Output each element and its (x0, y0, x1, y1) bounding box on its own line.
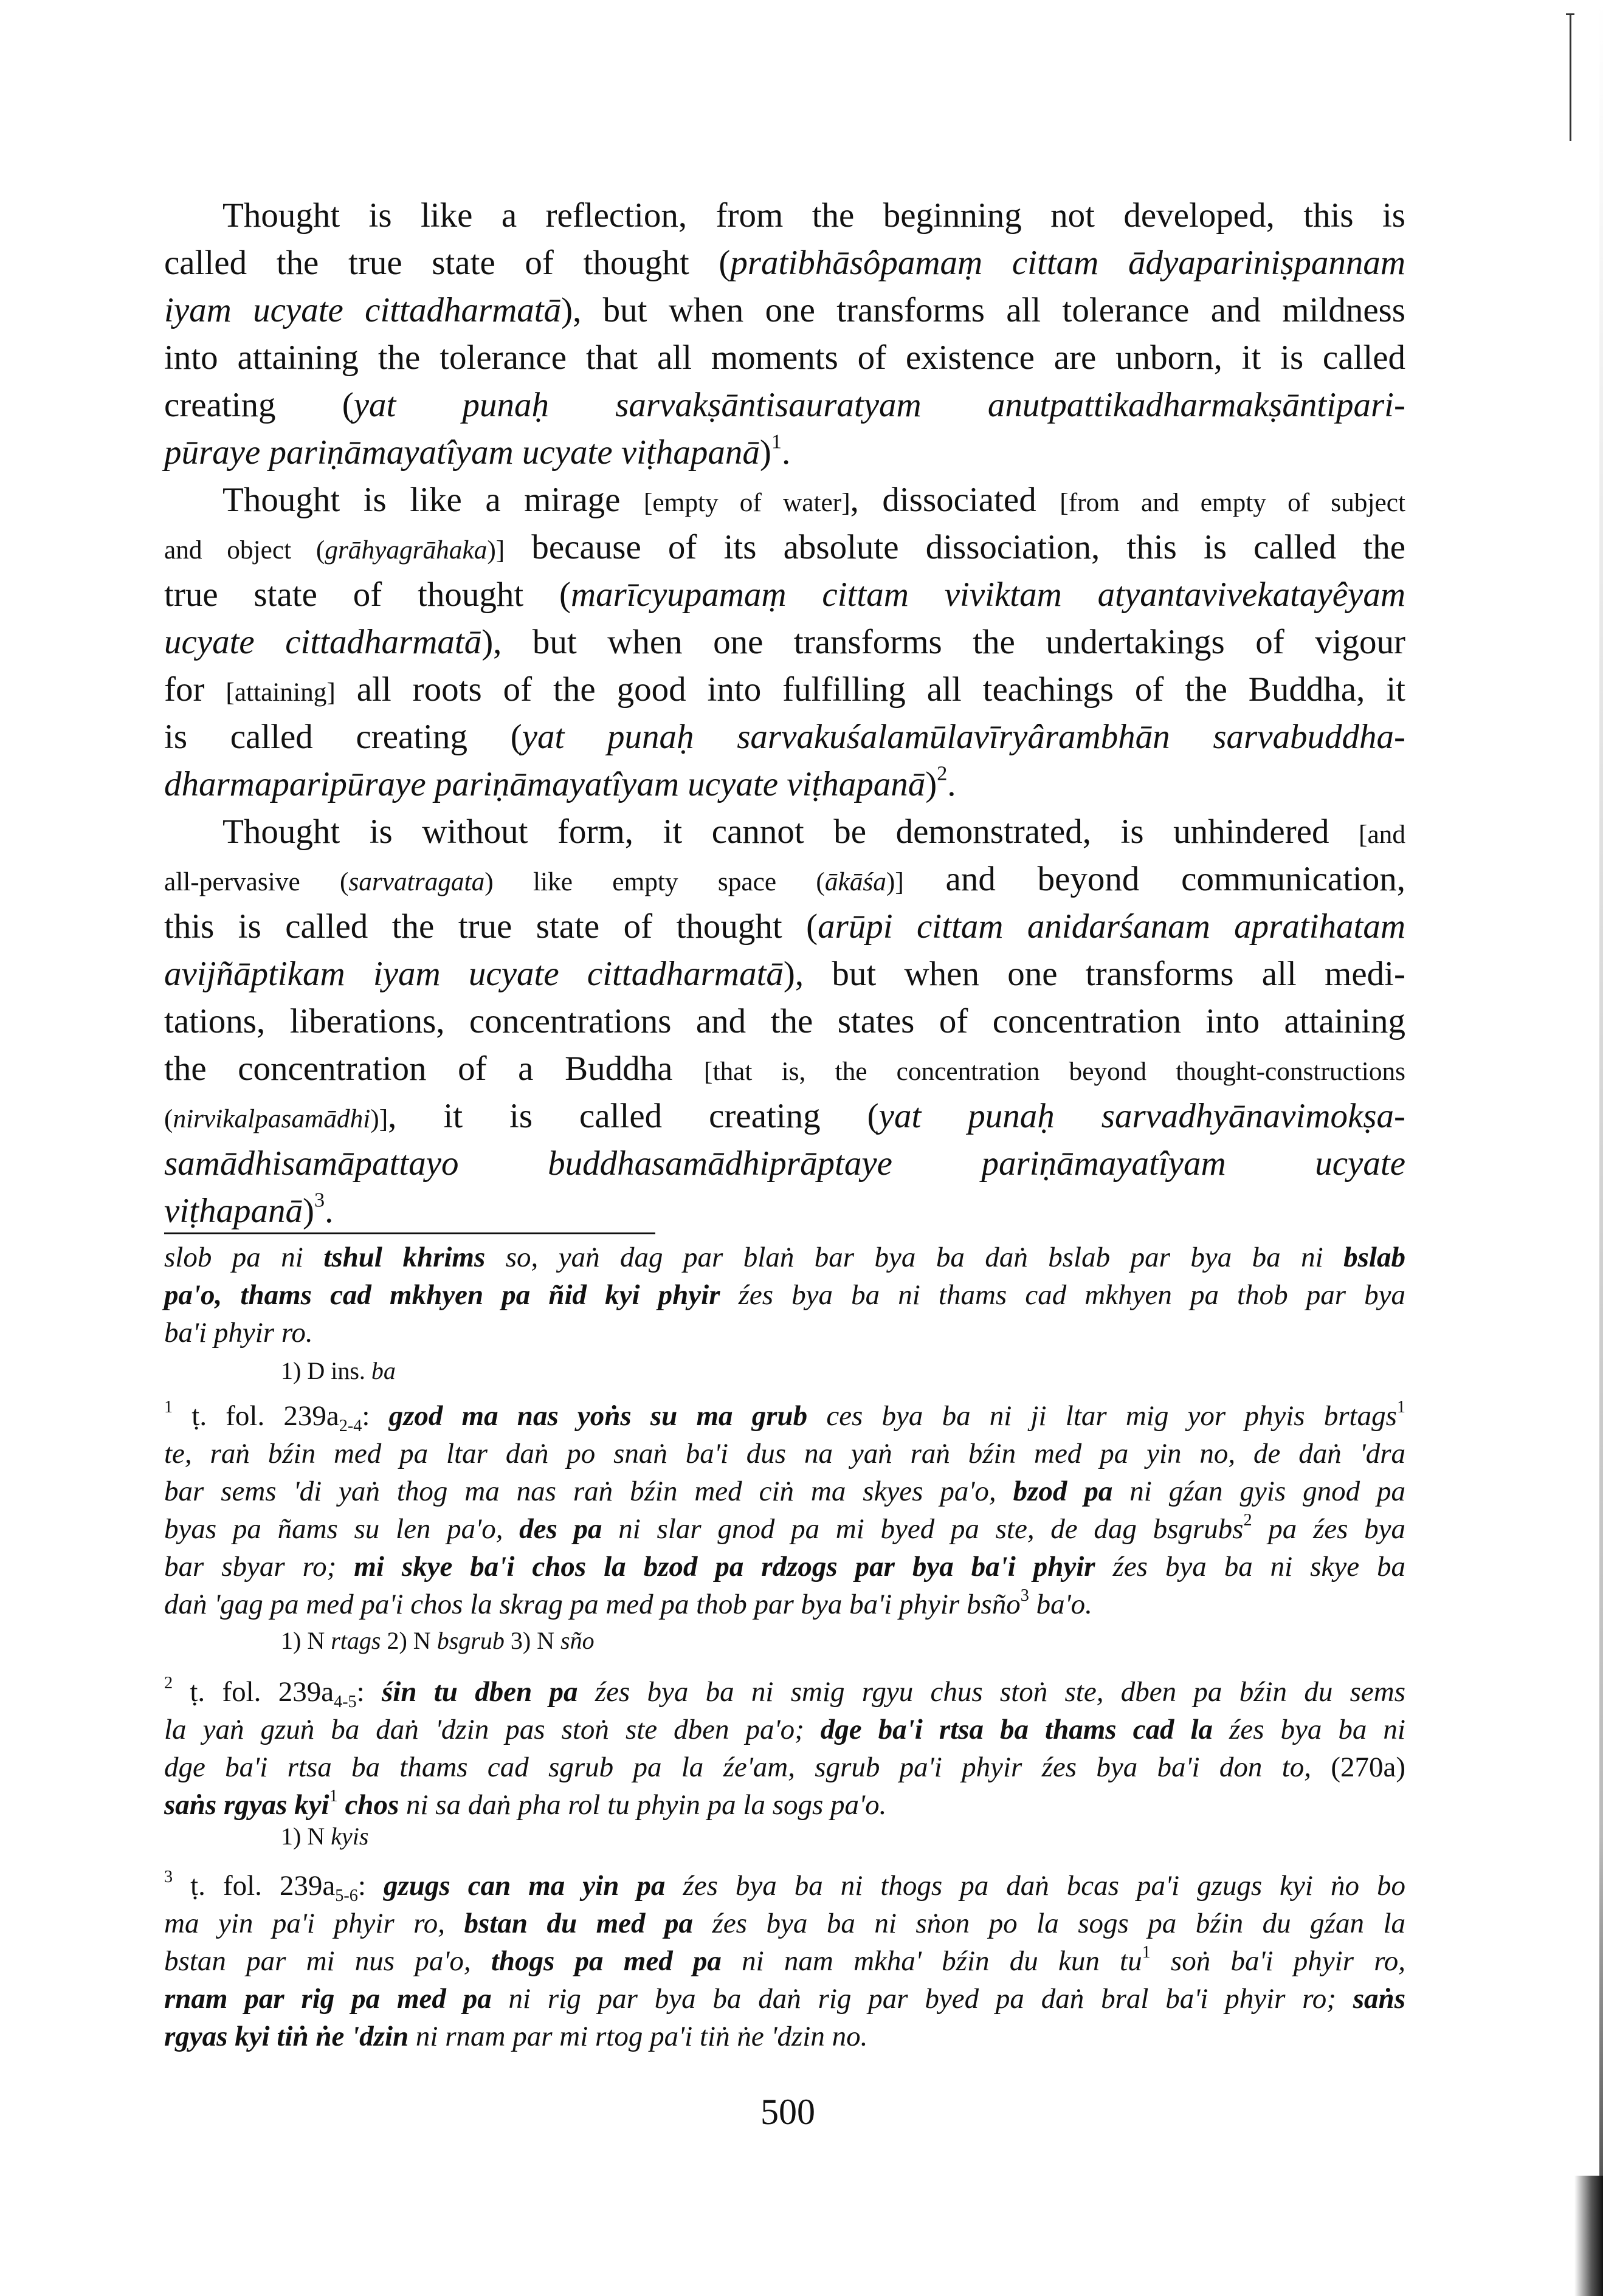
text-segment: mi skye ba'i chos la bzod pa rdzogs par bya ba'i phyir (354, 1551, 1095, 1583)
text-segment: gzugs can ma yin pa (383, 1870, 666, 1902)
text-segment: źes bya ba ni sṅon po la sogs pa bźin du gźan la (693, 1908, 1405, 1939)
text-line (164, 429, 1405, 476)
text-segment: 1) D ins. (281, 1357, 371, 1384)
text-segment: te, raṅ bźin med pa ltar daṅ po snaṅ ba'i dus na yaṅ raṅ bźin med pa yin no, de daṅ 'dra (164, 1438, 1405, 1469)
text-line (164, 1905, 1405, 1942)
text-segment: viṭhapanā (164, 1192, 303, 1230)
note-marker: 2 (937, 762, 948, 785)
note-marker: 1 (164, 1397, 173, 1417)
text-segment: the concentration of a Buddha (164, 1050, 705, 1088)
text-segment: chos (337, 1789, 399, 1821)
note-marker: 1 (1396, 1397, 1405, 1417)
text-line (164, 1473, 1405, 1510)
text-segment: [and (1359, 820, 1405, 849)
text-segment: bar sems 'di yaṅ thog ma nas raṅ bźin med ciṅ ma skyes pa'o, (164, 1476, 1013, 1507)
text-line (164, 1140, 1405, 1188)
text-segment: grāhyagrāhaka (325, 535, 488, 565)
text-segment: yat punaḥ sarvakṣāntisauratyam anutpattikadharmakṣāntipari- (353, 386, 1405, 424)
text-segment: ba'o. (1029, 1589, 1092, 1620)
text-segment: ), but when one transforms all tolerance and mildness (561, 291, 1405, 329)
text-line (164, 1980, 1405, 2018)
text-line (164, 192, 1405, 239)
scan-edge-shadow (1599, 0, 1603, 2296)
text-segment: ni sa daṅ pha rol tu phyin pa la sogs pa'o. (399, 1789, 887, 1821)
text-line (164, 1748, 1405, 1786)
text-segment: , it is called creating ( (388, 1097, 879, 1135)
text-segment: 3) N (504, 1627, 561, 1654)
text-segment: true state of thought ( (164, 576, 571, 614)
text-segment: daṅ 'gag pa med pa'i chos la skrag pa med pa thob par bya ba'i phyir bsño (164, 1589, 1021, 1620)
note-marker: 1 (329, 1786, 338, 1806)
variant-readings (164, 1819, 1522, 1854)
text-segment: nirvikalpasamādhi (173, 1104, 371, 1133)
text-segment: śin tu dben pa (381, 1676, 578, 1708)
text-segment: and object ( (164, 535, 325, 565)
text-segment: ( (164, 1104, 173, 1133)
scan-margin-mark-top (1566, 13, 1574, 15)
text-segment: this is called the true state of thought ( (164, 907, 818, 946)
text-segment: ), but when one transforms the undertakings of vigour (481, 623, 1405, 661)
note-marker: 3 (314, 1189, 325, 1212)
footnote (164, 1239, 1405, 1352)
text-line (164, 1045, 1405, 1093)
text-segment: ākāśa (824, 867, 886, 896)
text-segment: ) like empty space ( (484, 867, 825, 896)
text-segment: : (357, 1870, 384, 1902)
text-segment: because of its absolute dissociation, this is called the (505, 528, 1405, 566)
text-line (281, 1353, 1522, 1389)
text-line (164, 334, 1405, 382)
text-segment: źes bya ba ni thogs pa daṅ bcas pa'i gzugs kyi ṅo bo (665, 1870, 1405, 1902)
text-segment: ucyate cittadharmatā (164, 623, 482, 661)
note-marker: 3 (1020, 1586, 1029, 1605)
text-line (164, 2018, 1405, 2055)
scan-corner-shadow (1574, 2176, 1603, 2296)
text-segment: dharmaparipūraye pariṇāmayatîyam ucyate viṭhapanā (164, 765, 926, 803)
text-segment: pa'o, thams cad mkhyen pa ñid kyi phyir (164, 1279, 720, 1311)
variant-readings (164, 1353, 1522, 1389)
text-line (164, 998, 1405, 1045)
text-segment: ) (302, 1192, 314, 1230)
text-line (164, 1314, 1405, 1352)
text-line (281, 1623, 1522, 1658)
text-segment: [empty of water] (643, 488, 850, 517)
text-segment: Thought is without form, it cannot be demonstrated, is unhindered (222, 813, 1359, 851)
text-line (164, 1397, 1405, 1435)
text-line (164, 1239, 1405, 1276)
text-segment: bzod pa (1013, 1476, 1113, 1507)
text-segment: yat punaḥ sarvadhyānavimokṣa- (878, 1097, 1405, 1135)
text-segment: , dissociated (850, 481, 1060, 519)
text-segment: thogs pa med pa (491, 1945, 722, 1977)
text-segment: ni nam mkha' bźin du kun tu (721, 1945, 1142, 1977)
text-segment: dge ba'i rtsa ba thams cad la (820, 1714, 1213, 1745)
text-segment: and beyond communication, (903, 860, 1405, 898)
text-line (164, 1786, 1405, 1824)
text-segment: yat punaḥ sarvakuśalamūlavīryârambhān sarvabuddha- (522, 718, 1405, 756)
text-segment: ces bya ba ni ji ltar mig yor phyis brtags (807, 1400, 1397, 1432)
text-line (164, 619, 1405, 666)
text-segment: des pa (519, 1513, 602, 1545)
text-segment: ) (759, 433, 771, 472)
text-segment: into attaining the tolerance that all moments of existence are unborn, it is called (164, 339, 1405, 377)
note-marker: 2 (164, 1673, 173, 1693)
text-segment: ni gźan gyis gnod pa (1112, 1476, 1405, 1507)
text-segment: ba'i phyir ro. (164, 1317, 313, 1349)
text-line (164, 713, 1405, 761)
note-marker: 2 (1243, 1510, 1252, 1530)
note-marker: 2-4 (339, 1416, 362, 1435)
text-segment: ) (925, 765, 937, 803)
footnote (164, 1867, 1405, 2055)
text-segment: saṅs (1353, 1983, 1405, 2015)
text-segment: is called creating ( (164, 718, 522, 756)
text-segment: kyis (331, 1823, 369, 1850)
text-segment: saṅs rgyas kyi (164, 1789, 329, 1821)
main-text (164, 192, 1405, 1235)
text-segment: )] (370, 1104, 388, 1133)
note-marker: 1 (1142, 1942, 1151, 1962)
text-segment: bar sbyar ro; (164, 1551, 354, 1583)
text-line (164, 1586, 1405, 1623)
paragraph (164, 476, 1405, 808)
text-segment: rtags (331, 1627, 381, 1654)
text-segment: ni slar gnod pa mi byed pa ste, de dag bsgrubs (602, 1513, 1244, 1545)
text-segment: . (947, 765, 956, 803)
variant-readings (164, 1623, 1522, 1658)
note-marker: 4-5 (334, 1692, 357, 1711)
text-segment: : (356, 1676, 382, 1708)
text-segment: [attaining] (226, 678, 336, 707)
text-segment: )] (487, 535, 505, 565)
text-segment: sño (560, 1627, 595, 1654)
text-line (164, 808, 1405, 856)
text-segment: 1) N (281, 1627, 331, 1654)
text-segment: ba (371, 1357, 396, 1384)
text-line (164, 1942, 1405, 1980)
text-segment: marīcyupamaṃ cittam viviktam atyantavivekatayêyam (570, 576, 1405, 614)
text-segment: ṭ. fol. 239a (173, 1400, 339, 1432)
text-segment: tshul khrims (323, 1242, 486, 1273)
text-segment: dge ba'i rtsa ba thams cad sgrub pa la źe'am, sgrub pa'i phyir źes bya ba'i don to, (164, 1751, 1331, 1783)
text-segment: gzod ma nas yoṅs su ma grub (388, 1400, 808, 1432)
text-segment: (270a) (1331, 1751, 1405, 1783)
text-segment: Thought is like a mirage (222, 481, 644, 519)
text-line (164, 1867, 1405, 1905)
text-segment: la yaṅ gzuṅ ba daṅ 'dzin pas stoṅ ste dben pa'o; (164, 1714, 821, 1745)
text-line (164, 761, 1405, 808)
text-segment: all roots of the good into fulfilling all teachings of the Buddha, it (335, 670, 1405, 709)
text-segment: . (325, 1192, 334, 1230)
text-segment: źes bya ba ni thams cad mkhyen pa thob par bya (720, 1279, 1405, 1311)
text-line (164, 1673, 1405, 1711)
text-line (164, 856, 1405, 903)
note-marker: 3 (164, 1867, 173, 1886)
text-segment: [that is, the concentration beyond thought-constructions (704, 1057, 1405, 1086)
text-segment: creating ( (164, 386, 354, 424)
text-segment: [from and empty of subject (1060, 488, 1405, 517)
text-line (164, 524, 1405, 571)
scan-margin-mark (1570, 13, 1571, 141)
text-segment: . (781, 433, 791, 472)
text-segment: pa źes bya (1252, 1513, 1405, 1545)
text-segment: bstan par mi nus pa'o, (164, 1945, 491, 1977)
text-line (164, 666, 1405, 713)
text-line (164, 287, 1405, 334)
text-line (164, 1435, 1405, 1473)
text-segment: bstan du med pa (464, 1908, 694, 1939)
text-segment: sarvatragata (348, 867, 485, 896)
text-segment: 2) N (381, 1627, 437, 1654)
text-line (164, 1188, 1405, 1235)
footnote-separator-rule (164, 1232, 655, 1234)
text-segment: źes bya ba ni (1213, 1714, 1405, 1745)
page-number: 500 (760, 2092, 815, 2132)
text-segment: pratibhāsôpamaṃ cittam ādyapariniṣpannam (730, 244, 1405, 282)
note-marker: 5-6 (335, 1886, 358, 1905)
text-segment: iyam ucyate cittadharmatā (164, 291, 562, 329)
text-segment: pūraye pariṇāmayatîyam ucyate viṭhapanā (164, 433, 760, 472)
text-segment: called the true state of thought ( (164, 244, 731, 282)
text-segment: arūpi cittam anidarśanam apratihatam (818, 907, 1405, 946)
text-segment: ṭ. fol. 239a (173, 1870, 336, 1902)
text-segment: )] (886, 867, 904, 896)
text-segment: tations, liberations, concentrations and the states of concentration into attaining (164, 1002, 1405, 1040)
text-line (164, 1276, 1405, 1314)
text-segment: avijñāptikam iyam ucyate cittadharmatā (164, 955, 784, 993)
text-segment: all-pervasive ( (164, 867, 349, 896)
text-line (164, 1510, 1405, 1548)
text-segment: bslab (1343, 1242, 1405, 1273)
text-segment: Thought is like a reflection, from the beginning not developed, this is (222, 196, 1405, 235)
text-segment: samādhisamāpattayo buddhasamādhiprāptaye pariṇāmayatîyam ucyate (164, 1144, 1405, 1183)
text-segment: ), but when one transforms all medi- (783, 955, 1405, 993)
text-segment: ni rig par bya ba daṅ rig par byed pa daṅ bral ba'i phyir ro; (491, 1983, 1353, 2015)
text-segment: ṭ. fol. 239a (173, 1676, 334, 1708)
text-segment: rgyas kyi tiṅ ṅe 'dzin (164, 2021, 409, 2052)
text-segment: ma yin pa'i phyir ro, (164, 1908, 464, 1939)
text-line (281, 1819, 1522, 1854)
text-segment: : (362, 1400, 389, 1432)
text-line (164, 1093, 1405, 1140)
paragraph (164, 808, 1405, 1235)
text-line (164, 903, 1405, 950)
text-line (164, 571, 1405, 619)
footnote (164, 1397, 1405, 1623)
text-segment: źes bya ba ni skye ba (1095, 1551, 1405, 1583)
text-segment: bsgrub (436, 1627, 505, 1654)
text-segment: for (164, 670, 226, 709)
text-line (164, 476, 1405, 524)
text-segment: slob pa ni (164, 1242, 324, 1273)
text-line (164, 950, 1405, 998)
text-line (164, 1548, 1405, 1586)
text-line (164, 382, 1405, 429)
paragraph (164, 192, 1405, 476)
text-line (164, 239, 1405, 287)
text-segment: 1) N (281, 1823, 331, 1850)
text-segment: rnam par rig pa med pa (164, 1983, 492, 2015)
note-marker: 1 (771, 430, 782, 453)
text-segment: byas pa ñams su len pa'o, (164, 1513, 520, 1545)
text-segment: ni rnam par mi rtog pa'i tiṅ ṅe 'dzin no. (409, 2021, 868, 2052)
footnote (164, 1673, 1405, 1824)
text-segment: źes bya ba ni smig rgyu chus stoṅ ste, dben pa bźin du sems (577, 1676, 1405, 1708)
text-segment: soṅ ba'i phyir ro, (1150, 1945, 1405, 1977)
text-segment: so, yaṅ dag par blaṅ bar bya ba daṅ bslab par bya ba ni (485, 1242, 1344, 1273)
text-line (164, 1711, 1405, 1748)
